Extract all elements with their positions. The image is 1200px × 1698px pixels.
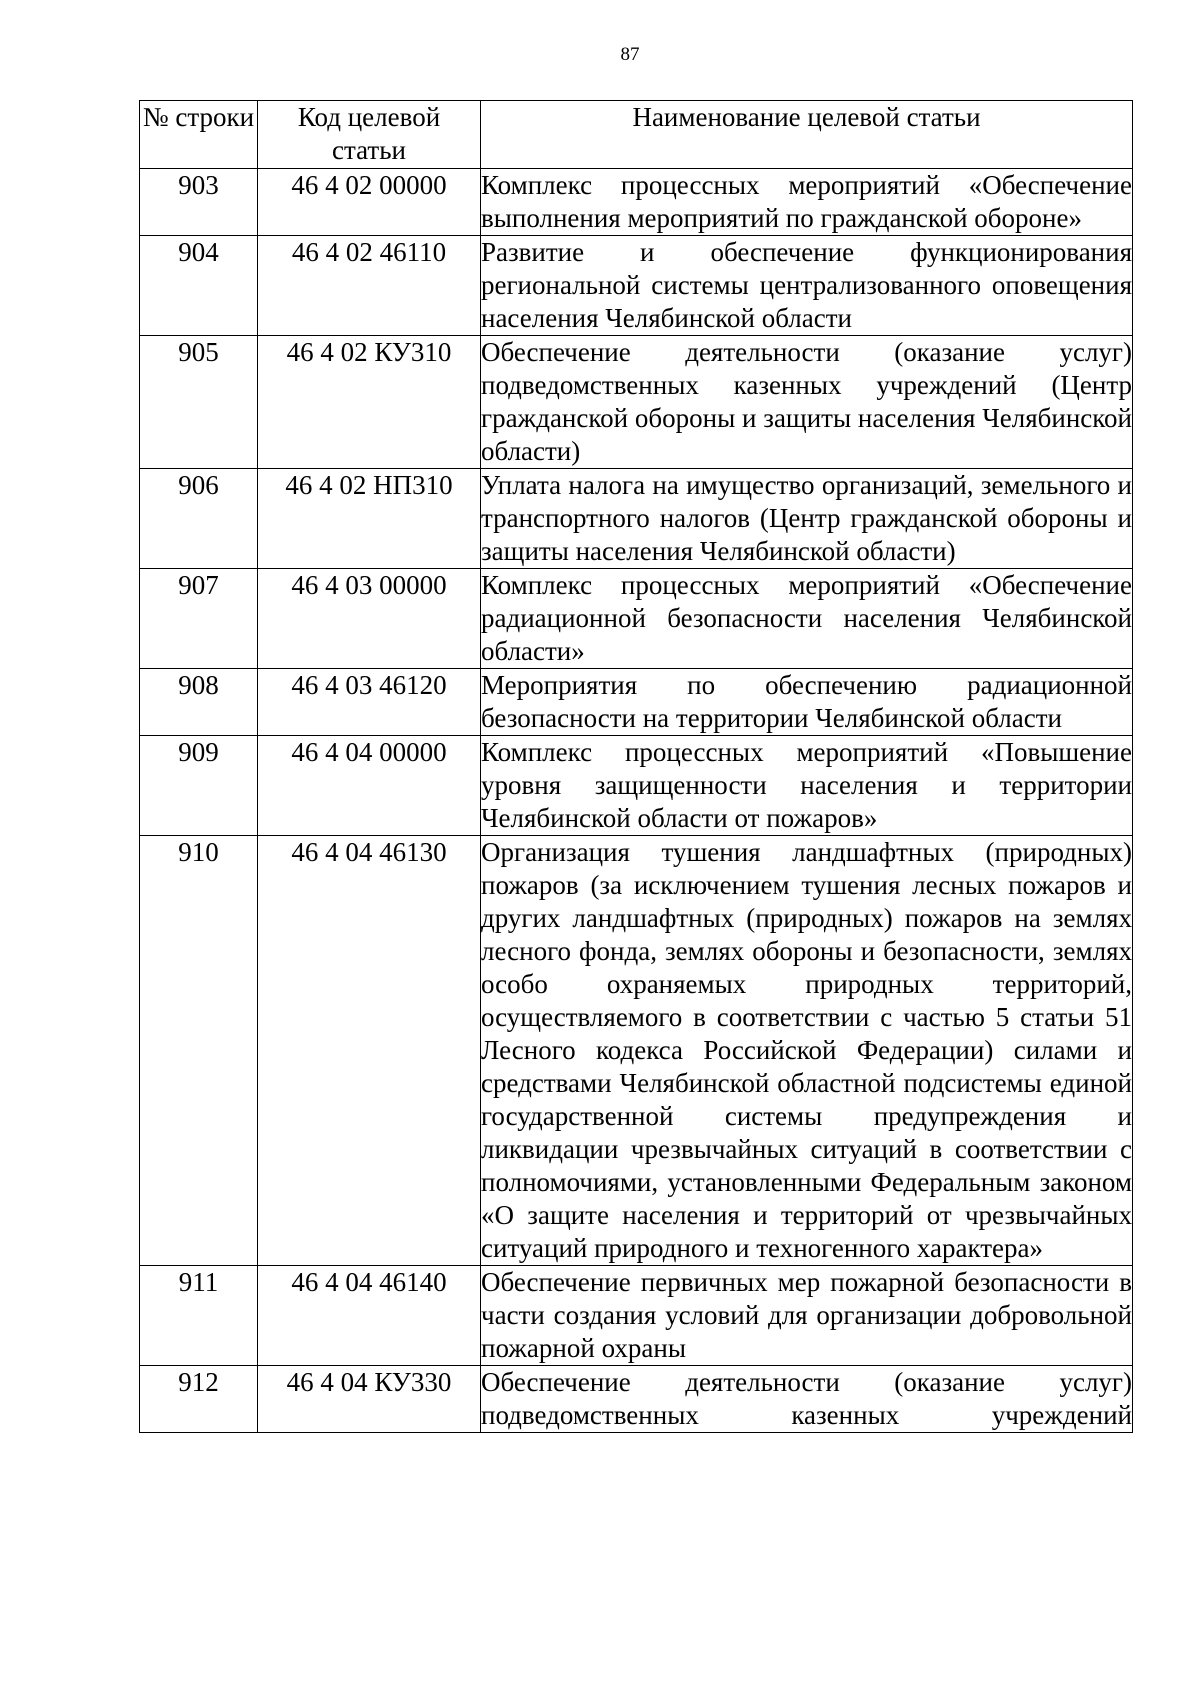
row-number-cell: 911 (140, 1266, 258, 1366)
target-code-cell: 46 4 04 КУ330 (258, 1366, 481, 1433)
target-name-cell: Обеспечение деятельности (оказание услуг) подведомственных казенных учреждений (481, 1366, 1133, 1433)
target-code-cell: 46 4 03 46120 (258, 669, 481, 736)
target-name-cell: Обеспечение первичных мер пожарной безопасности в части создания условий для организации добровольной пожарной охраны (481, 1266, 1133, 1366)
target-name-cell: Комплекс процессных мероприятий «Повышение уровня защищенности населения и территории Челябинской области от пожаров» (481, 736, 1133, 836)
table-row (140, 169, 1133, 236)
target-name-cell: Комплекс процессных мероприятий «Обеспечение радиационной безопасности населения Челябинской области» (481, 569, 1133, 669)
table-row (140, 1366, 1133, 1433)
target-name-cell: Развитие и обеспечение функционирования региональной системы централизованного оповещения населения Челябинской области (481, 236, 1133, 336)
target-code-cell: 46 4 04 46140 (258, 1266, 481, 1366)
table-row (140, 669, 1133, 736)
table-row (140, 736, 1133, 836)
target-code-cell: 46 4 02 НП310 (258, 469, 481, 569)
target-code-cell: 46 4 04 46130 (258, 836, 481, 1266)
table-row (140, 836, 1133, 1266)
target-name-cell: Обеспечение деятельности (оказание услуг) подведомственных казенных учреждений (Центр гражданской обороны и защиты населения Челябинской области) (481, 336, 1133, 469)
target-name-cell: Комплекс процессных мероприятий «Обеспечение выполнения мероприятий по гражданской обороне» (481, 169, 1133, 236)
table-row (140, 336, 1133, 469)
row-number-cell: 905 (140, 336, 258, 469)
table-row (140, 469, 1133, 569)
target-code-cell: 46 4 02 46110 (258, 236, 481, 336)
target-code-cell: 46 4 02 00000 (258, 169, 481, 236)
header-target-code: Код целевой статьи (258, 101, 481, 169)
row-number-cell: 908 (140, 669, 258, 736)
target-code-cell: 46 4 03 00000 (258, 569, 481, 669)
table-row (140, 1266, 1133, 1366)
target-name-cell: Мероприятия по обеспечению радиационной безопасности на территории Челябинской области (481, 669, 1133, 736)
row-number-cell: 912 (140, 1366, 258, 1433)
row-number-cell: 903 (140, 169, 258, 236)
header-target-name: Наименование целевой статьи (481, 101, 1133, 169)
row-number-cell: 909 (140, 736, 258, 836)
header-row-number: № строки (140, 101, 258, 169)
target-code-cell: 46 4 04 00000 (258, 736, 481, 836)
page-number: 87 (620, 44, 640, 65)
target-articles-table (139, 100, 1133, 1433)
target-name-cell: Уплата налога на имущество организаций, земельного и транспортного налогов (Центр гражданской обороны и защиты населения Челябинской области) (481, 469, 1133, 569)
row-number-cell: 910 (140, 836, 258, 1266)
table-row (140, 236, 1133, 336)
table-header-row (140, 101, 1133, 169)
target-code-cell: 46 4 02 КУ310 (258, 336, 481, 469)
row-number-cell: 907 (140, 569, 258, 669)
row-number-cell: 906 (140, 469, 258, 569)
row-number-cell: 904 (140, 236, 258, 336)
target-name-cell: Организация тушения ландшафтных (природных) пожаров (за исключением тушения лесных пожаров и других ландшафтных (природных) пожаров на землях лесного фонда, землях обороны и безопасности, землях особо охраняемых природных территорий, осуществляемого в соответствии с частью 5 статьи 51 Лесного кодекса Российской Федерации) силами и средствами Челябинской областной подсистемы единой государственной системы предупреждения и ликвидации чрезвычайных ситуаций в соответствии с полномочиями, установленными Федеральным законом «О защите населения и территорий от чрезвычайных ситуаций природного и техногенного характера» (481, 836, 1133, 1266)
table-row (140, 569, 1133, 669)
